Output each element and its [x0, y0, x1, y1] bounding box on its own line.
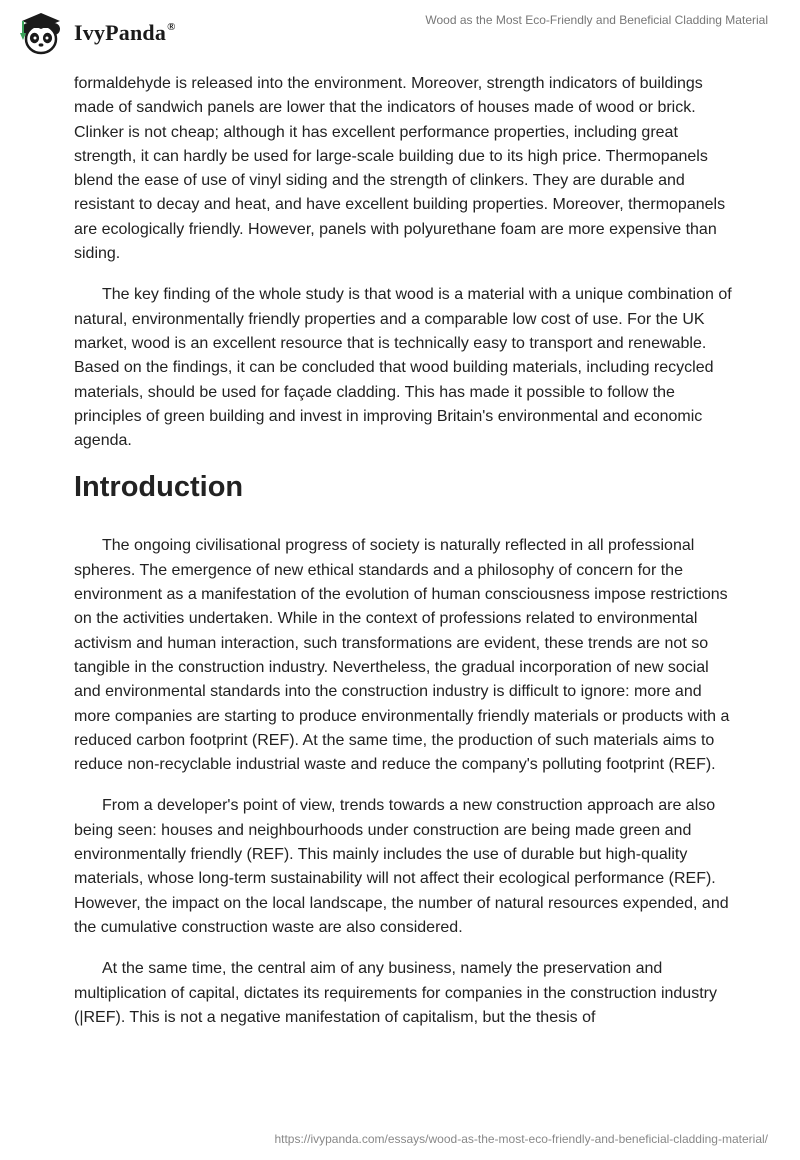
paragraph: The key finding of the whole study is that wood is a material with a unique combination of natural, environmentally friendly properties and a comparable low cost of use. For the UK market, wood is an excellent resource that is technically easy to transport and renewable. Based on the findings, it can be concluded that wood building materials, including recycled materials, should be used for façade cladding. This has made it possible to follow the principles of green building and invest in improving Britain's environmental and economic agenda. [74, 286, 732, 450]
panda-graduate-icon [14, 9, 68, 57]
site-logo[interactable] [14, 6, 176, 60]
essay-content [74, 72, 734, 1047]
source-url[interactable]: https://ivypanda.com/essays/wood-as-the-most-eco-friendly-and-beneficial-cladding-material/ [274, 1132, 768, 1146]
section-heading: Introduction [74, 471, 244, 504]
paragraph: From a developer's point of view, trends towards a new construction approach are also being seen: houses and neighbourhoods under construction are being made green and environmentally friendly (REF). This mainly includes the use of durable but high-quality materials, whose long-term sustainability will not affect their ecological performance (REF). However, the impact on the local landscape, the number of natural resources expended, and the cumulative construction waste are also considered. [74, 797, 729, 936]
brand-name: IvyPanda® [74, 20, 176, 45]
document-title: Wood as the Most Eco-Friendly and Beneficial Cladding Material [425, 13, 768, 27]
paragraph: The ongoing civilisational progress of society is naturally reflected in all professional spheres. The emergence of new ethical standards and a philosophy of concern for the environment as a manifestation of the evolution of human consciousness impose restrictions on the activities undertaken. While in the context of professions related to environmental activism and human interaction, such transformations are evident, these trends are not so tangible in the construction industry. Nevertheless, the gradual incorporation of new social and environmental standards into the construction industry is difficult to ignore: more and more companies are starting to produce environmentally friendly materials or products with a reduced carbon footprint (REF). At the same time, the production of such materials aims to reduce non-recyclable industrial waste and reduce the company's polluting footprint (REF). [74, 537, 730, 774]
paragraph: At the same time, the central aim of any business, namely the preservation and multiplication of capital, dictates its requirements for companies in the construction industry (|REF). This is not a negative manifestation of capitalism, but the thesis of [74, 960, 717, 1026]
paragraph: formaldehyde is released into the environment. Moreover, strength indicators of buildings made of sandwich panels are lower that the indicators of houses made of wood or brick. Clinker is not cheap; although it has excellent performance properties, including great strength, it can hardly be used for large-scale building due to its high price. Thermopanels blend the ease of use of vinyl siding and the strength of clinkers. They are durable and resistant to decay and heat, and have excellent building properties. Moreover, thermopanels are ecologically friendly. However, panels with polyurethane foam are more expensive than siding. [74, 75, 726, 263]
page-header [0, 0, 800, 66]
